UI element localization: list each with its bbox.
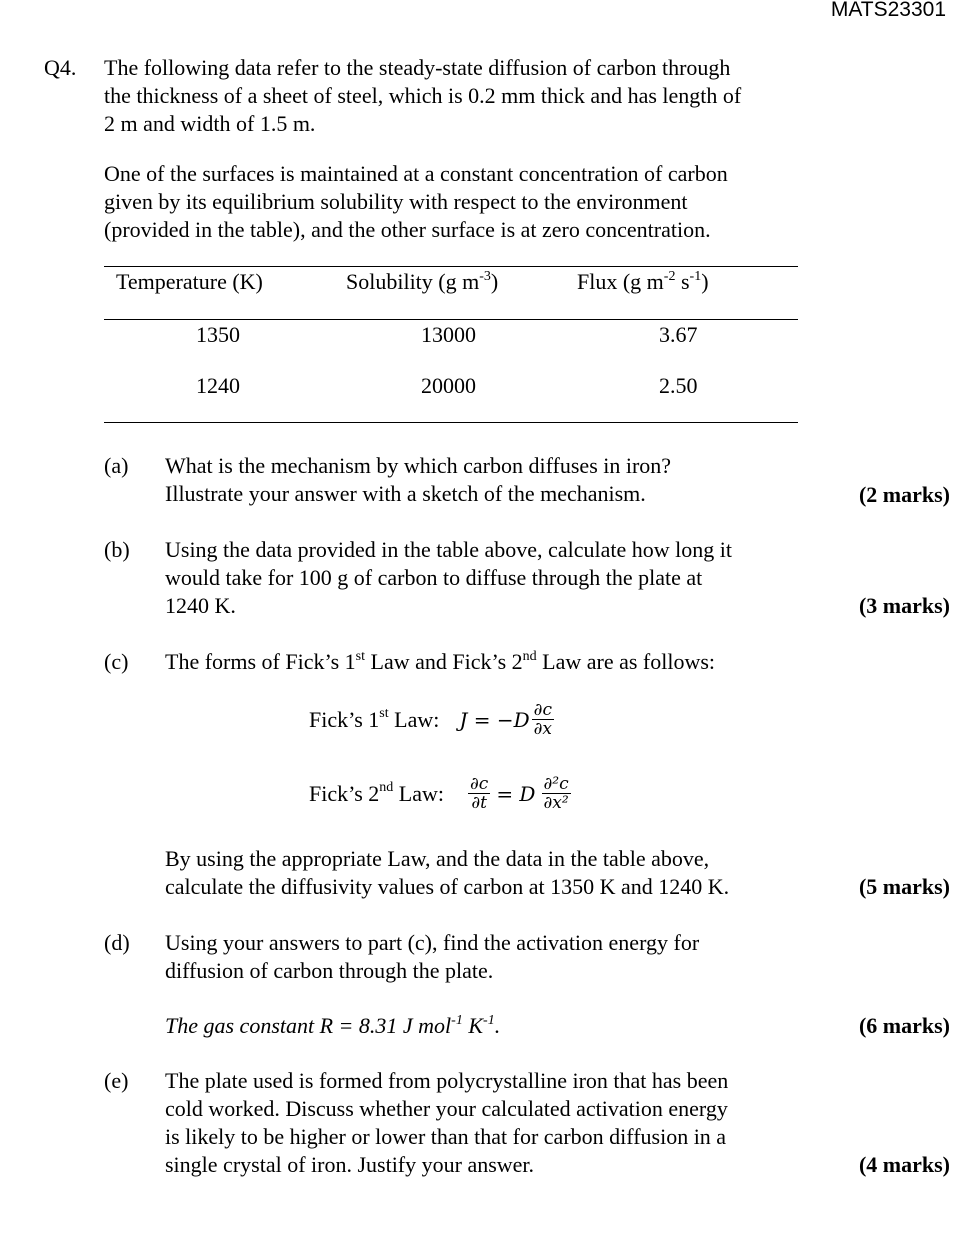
header-temperature: Temperature (K) (116, 269, 263, 294)
ficks-first-law-label: Fick’s 1st Law: (309, 706, 440, 732)
table-cell-solubility: 13000 (421, 322, 476, 347)
part-c-marks: (5 marks) (858, 874, 950, 899)
part-c-intro: The forms of Fick’s 1st Law and Fick’s 2nd Law are as follows: (165, 648, 716, 674)
part-b-label: (b) (104, 537, 130, 562)
part-b-text: Using the data provided in the table above, calculate how long it would take for 100 g of carbon to diffuse through the plate at 1240 K. (165, 537, 732, 618)
header-flux: Flux (g $m^{-2}$ $s^{-1}$) (577, 268, 709, 294)
part-d-label: (d) (104, 930, 130, 955)
ficks-first-law-fraction: $\frac{\partial c}{\partial x}$ (533, 700, 553, 739)
part-a-label: (a) (104, 453, 129, 478)
part-a-text: What is the mechanism by which carbon diffuses in iron? Illustrate your answer with a sketch of the mechanism. (165, 453, 672, 506)
ficks-first-law-lhs: J = −D (459, 707, 530, 732)
course-code: MATS23301 (830, 0, 946, 21)
question-intro: The following data refer to the steady-state diffusion of carbon through the thickness of a sheet of steel, which is 0.2 mm thick and has length of 2 m and width of 1.5 m. (104, 55, 742, 136)
ficks-second-law-lhs-fraction: $\frac{\partial c}{\partial t}$ (470, 774, 489, 813)
part-e-label: (e) (104, 1068, 129, 1093)
table-cell-temperature: 1240 (196, 373, 240, 398)
table-top-rule (104, 266, 798, 267)
gas-constant: The gas constant R = 8.31 J mol$^{-1}$ $K^{-1}$. (165, 1012, 501, 1038)
ficks-second-law-equals: = D (496, 781, 536, 806)
part-a-marks: (2 marks) (858, 482, 950, 507)
part-d-marks: (6 marks) (858, 1013, 950, 1038)
table-cell-temperature: 1350 (196, 322, 240, 347)
part-e-text: The plate used is formed from polycrystalline iron that has been cold worked. Discuss whether your calculated activation energy is likely to be higher or lower than that for carbon diffusion in a single crystal of iron. Justify your answer. (165, 1068, 729, 1177)
part-d-text: Using your answers to part (c), find the activation energy for diffusion of carbon through the plate. (165, 930, 700, 983)
header-solubility: Solubility (g $m^{-3}$) (346, 268, 499, 294)
table-cell-flux: 3.67 (659, 322, 698, 347)
part-e-marks: (4 marks) (858, 1152, 950, 1177)
ficks-first-law (309, 701, 554, 738)
part-c-text: By using the appropriate Law, and the data in the table above, calculate the diffusivity values of carbon at 1350 K and 1240 K. (165, 846, 730, 899)
question-number: Q4. (44, 55, 77, 80)
table-bottom-rule (104, 422, 798, 423)
table-cell-flux: 2.50 (659, 373, 698, 398)
part-b-marks: (3 marks) (858, 593, 950, 618)
part-c-label: (c) (104, 649, 129, 674)
ficks-second-law-rhs-fraction: $\frac{\text{∂²c}}{\text{∂x²}}$ (543, 774, 569, 813)
table-cell-solubility: 20000 (421, 373, 476, 398)
question-paragraph-2: One of the surfaces is maintained at a constant concentration of carbon given by its equilibrium solubility with respect to the environment (provided in the table), and the other surface is at zero concentration. (104, 161, 728, 242)
ficks-second-law (309, 775, 571, 812)
ficks-second-law-label: Fick’s 2nd Law: (309, 780, 444, 806)
table-header-rule (104, 319, 798, 320)
